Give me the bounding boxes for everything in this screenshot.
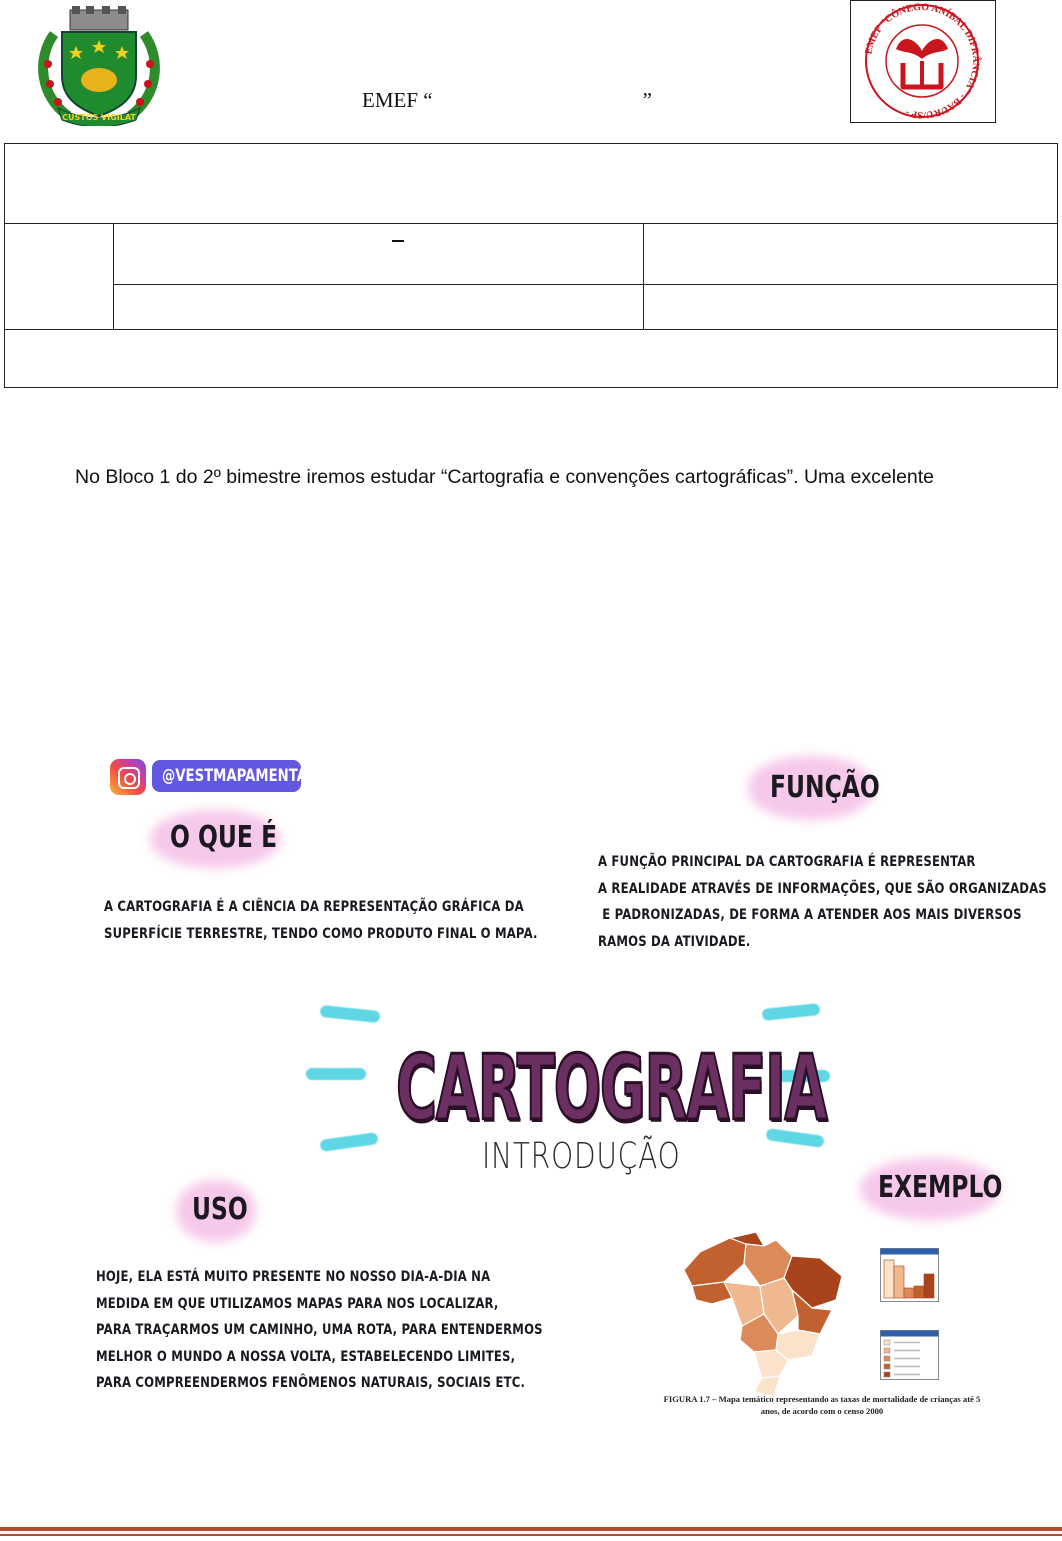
crest-motto: CUSTOS VIGILAT bbox=[62, 113, 136, 122]
histogram-panel bbox=[880, 1248, 940, 1302]
use-text: HOJE, ELA ESTÁ MUITO PRESENTE NO NOSSO DIA-A-DIA NA MEDIDA EM QUE UTILIZAMOS MAPAS PARA NOS LOCALIZAR, PARA TRAÇARMOS UM CAMINHO, UMA ROTA, PARA ENTENDERMOS MELHOR O MUNDO A NOSSA VOLTA, ESTABELECENDO LIMITES, PARA COMPREENDERMOS FENÔMENOS NATURAIS, SOCIAIS ETC. bbox=[96, 1268, 543, 1391]
table-row-title bbox=[4, 143, 1058, 224]
table-cell-grade bbox=[643, 223, 1058, 285]
city-crest-logo bbox=[36, 4, 162, 126]
infographic-title: CARTOGRAFIA bbox=[396, 1036, 827, 1141]
what-is-text: A CARTOGRAFIA É A CIÊNCIA DA REPRESENTAÇÃO GRÁFICA DA SUPERFÍCIE TERRESTRE, TENDO COMO PRODUTO FINAL O MAPA. bbox=[104, 898, 538, 942]
instagram-icon bbox=[110, 759, 146, 795]
brush-stroke bbox=[320, 1005, 381, 1023]
footer-rule bbox=[0, 1527, 1062, 1531]
school-name: EMEF “ ” bbox=[362, 88, 652, 112]
cartografia-infographic bbox=[80, 740, 1047, 1430]
infographic-subtitle: INTRODUÇÃO bbox=[482, 1136, 681, 1177]
seal-text: EMEF “CÔNEGO ANÍBAL DIFRÂNCIA” - BAURU/SP - bbox=[863, 1, 982, 121]
table-cell-date bbox=[643, 284, 1058, 330]
figure-caption: FIGURA 1.7 – Mapa temático representando as taxas de mortalidade de crianças até 5 anos, de acordo com o censo 2000 bbox=[663, 1394, 981, 1416]
school-seal-logo bbox=[851, 1, 994, 121]
brush-stroke bbox=[319, 1132, 378, 1152]
function-text: A FUNÇÃO PRINCIPAL DA CARTOGRAFIA É REPRESENTAR A REALIDADE ATRAVÉS DE INFORMAÇÕES, QUE SÃO ORGANIZADAS E PADRONIZADAS, DE FORMA A ATENDER AOS MAIS DIVERSOS RAMOS DA ATIVIDADE. bbox=[598, 853, 1047, 950]
table-cell-subject bbox=[113, 223, 644, 285]
example-heading: EXEMPLO bbox=[878, 1170, 1003, 1205]
legend-panel bbox=[880, 1330, 940, 1380]
table-cell-teacher bbox=[113, 284, 644, 330]
footer-rule bbox=[0, 1534, 1062, 1536]
brazil-thematic-map bbox=[680, 1230, 850, 1398]
brush-stroke bbox=[306, 1068, 366, 1080]
table-row-student bbox=[4, 329, 1058, 388]
dash-mark bbox=[392, 240, 404, 242]
handle-text: @VESTMAPAMENTAL bbox=[162, 766, 316, 786]
use-heading: USO bbox=[192, 1192, 248, 1227]
what-is-heading: O QUE É bbox=[170, 820, 278, 855]
function-heading: FUNÇÃO bbox=[770, 770, 880, 805]
school-seal bbox=[850, 0, 996, 123]
intro-paragraph: No Bloco 1 do 2º bimestre iremos estudar “Cartografia e convenções cartográficas”. Uma excelente bbox=[75, 466, 935, 488]
table-cell-label bbox=[4, 223, 114, 330]
svg-text:EMEF “CÔNEGO ANÍBAL DIFRÂNCIA” bbox=[863, 2, 982, 120]
brush-stroke bbox=[762, 1003, 821, 1021]
map-region bbox=[684, 1238, 746, 1286]
